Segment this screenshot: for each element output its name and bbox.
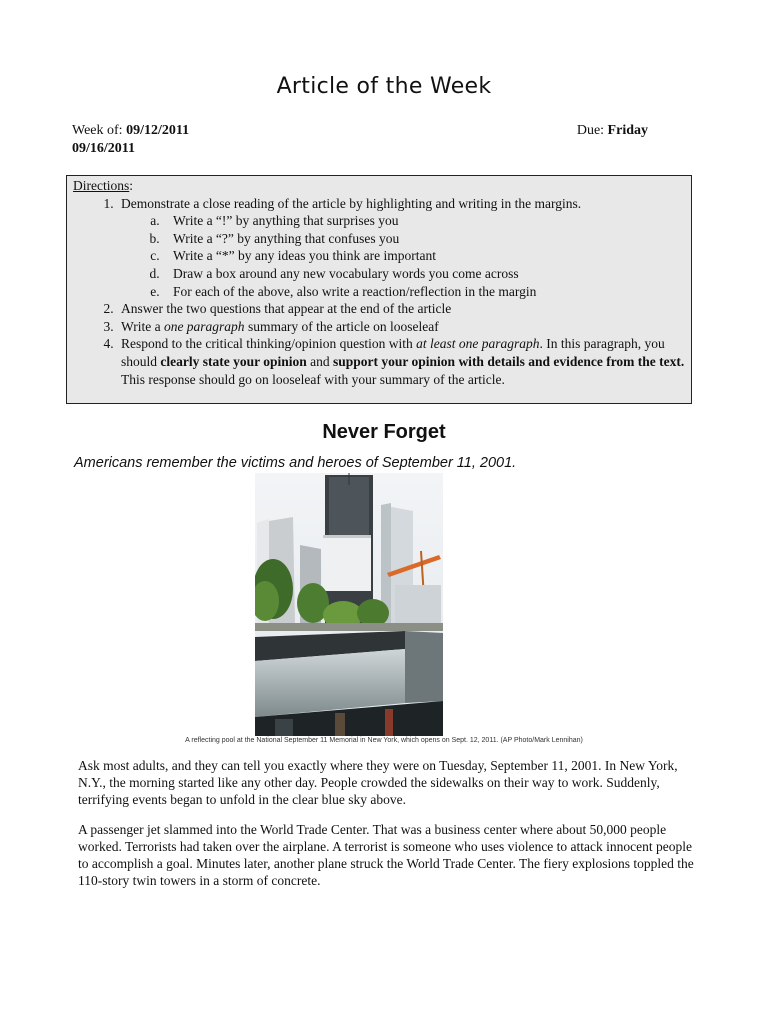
article-paragraph: Ask most adults, and they can tell you exactly where they were on Tuesday, September 11, 2001. In New York, N.Y., the morning started like any other day. People crowded the sidewalks on their way to work. Suddenly, terrifying events began to unfold in the clear blue sky above. <box>78 758 678 807</box>
directions-heading: Directions <box>73 178 130 193</box>
direction-item <box>117 195 685 301</box>
memorial-photo <box>255 473 443 736</box>
direction-text: Demonstrate a close reading of the article by highlighting and writing in the margins. <box>121 195 582 211</box>
annotation-item: a. Write a “!” by anything that surprises you <box>163 212 685 230</box>
week-end: 09/16/2011 <box>72 141 136 156</box>
due-value: Friday <box>607 123 648 138</box>
week-of-label: Week of: <box>72 123 123 138</box>
directions-list <box>73 195 685 389</box>
direction-text: and <box>306 353 334 369</box>
direction-item <box>117 318 685 336</box>
emphasis-text: at least one paragraph <box>416 336 540 352</box>
direction-text: . In this paragraph, you should <box>121 336 665 369</box>
article-subtitle: Americans remember the victims and heroes of September 11, 2001. <box>74 455 517 471</box>
annotation-item: e. For each of the above, also write a reaction/reflection in the margin <box>163 283 685 301</box>
due-info <box>577 122 648 140</box>
article-title: Never Forget <box>322 421 446 443</box>
week-info <box>72 122 652 158</box>
emphasis-text: one paragraph <box>163 318 245 334</box>
article-paragraph: A passenger jet slammed into the World Trade Center. That was a business center where about 50,000 people worked. Terrorists had taken over the airplane. A terrorist is someone who uses violence to attack innocent people to accomplish a goal. Minutes later, another plane struck the World Trade Center. The fiery explosions toppled the 110-story twin towers in a storm of concrete. <box>78 822 694 888</box>
annotation-item: b. Write a “?” by anything that confuses you <box>163 230 685 248</box>
direction-text: Respond to the critical thinking/opinion question with <box>121 336 417 352</box>
direction-text: This response should go on looseleaf with your summary of the article. <box>121 371 505 387</box>
direction-item <box>117 335 685 388</box>
annotation-item: d. Draw a box around any new vocabulary words you come across <box>163 265 685 283</box>
annotation-item: c. Write a “*” by any ideas you think are important <box>163 247 685 265</box>
annotation-list <box>121 212 685 300</box>
bold-text: clearly state your opinion <box>160 353 307 369</box>
page-title: Article of the Week <box>276 74 492 99</box>
week-start: 09/12/2011 <box>126 123 190 138</box>
directions-box: Directions: 1. Demonstrate a close reading of the article by highlighting and writing in the margins. a. Write a “!” by anything that surprises you b. Write a “?” by anything that confuses you c. Write a “*” by any ideas you think are important d. Draw a box around any new vocabulary words you come across e. For each of the above, also write a reaction/reflection in the margin 2. Answer the two questions that appear at the end of the article 3. Write a one paragraph summary of the article on looseleaf 4. Respond to the critical thinking/opinion question with at least one paragraph. In this paragraph, you should clearly state your opinion and support your opinion with details and evidence from the text. This response should go on looseleaf with your summary of the article. <box>66 175 692 404</box>
bold-text: support your opinion with details and evidence from the text. <box>333 353 685 369</box>
direction-text: Write a <box>121 318 164 334</box>
direction-text: summary of the article on looseleaf <box>244 318 439 334</box>
due-label: Due: <box>576 123 605 138</box>
photo-caption: A reflecting pool at the National September 11 Memorial in New York, which opens on Sept. 12, 2011. (AP Photo/Mark Lennihan) <box>185 737 583 744</box>
direction-item: 2. Answer the two questions that appear at the end of the article <box>117 300 685 318</box>
